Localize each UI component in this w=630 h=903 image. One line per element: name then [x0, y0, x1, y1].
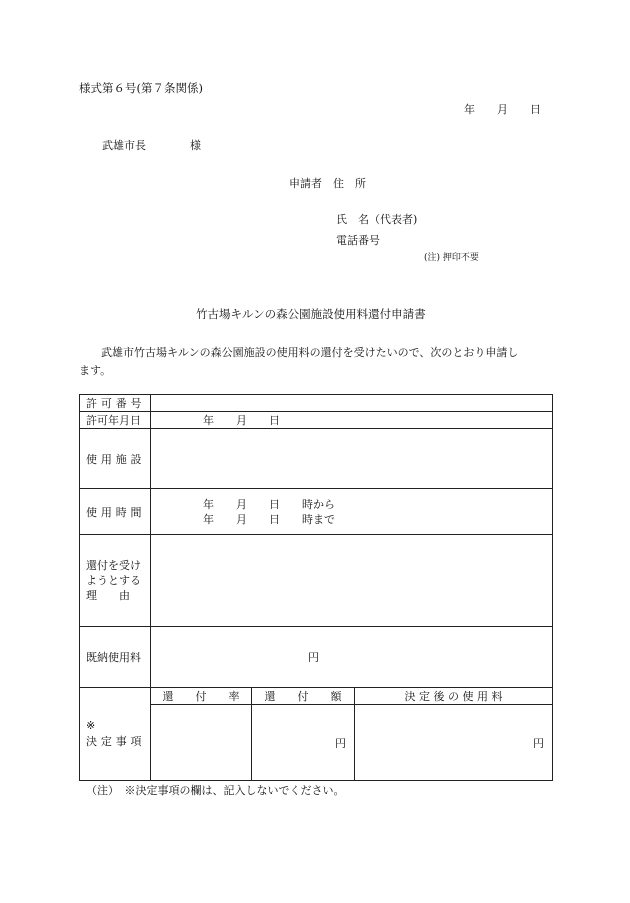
facility-label: 使用施設: [80, 429, 151, 489]
body-text-line1: 武雄市竹古場キルンの森公園施設の使用料の還付を受けたいので、次のとおり申請し: [101, 346, 519, 359]
reason-label-line1: 還付を受け: [86, 559, 141, 572]
applicant-address-label: 申請者 住 所: [289, 177, 366, 190]
decision-mark: ※: [86, 719, 96, 732]
refund-rate-header: 還 付 率: [151, 688, 252, 705]
applicant-phone-label: 電話番号: [336, 234, 380, 247]
addressee: 武雄市長 様: [102, 139, 201, 152]
footer-note: （注） ※決定事項の欄は、記入しないでください。: [86, 784, 345, 797]
refund-amount-unit: 円: [335, 736, 346, 750]
facility-field[interactable]: [151, 429, 553, 489]
reason-label-line2: ようとする: [86, 574, 141, 587]
paid-fee-field[interactable]: [151, 627, 553, 688]
reason-field[interactable]: [151, 535, 553, 627]
body-text-line2: ます。: [79, 364, 112, 377]
post-decision-fee-unit: 円: [533, 736, 545, 750]
paid-fee-label: 既納使用料: [80, 627, 151, 688]
seal-note: (注) 押印不要: [424, 253, 479, 263]
usage-time-to: 年 月 日 時まで: [203, 512, 335, 526]
applicant-name-label: 氏 名（代表者): [336, 213, 418, 226]
document-title: 竹古場キルンの森公園施設使用料還付申請書: [196, 307, 426, 321]
usage-time-label: 使用時間: [80, 489, 151, 535]
refund-amount-field[interactable]: [252, 705, 355, 781]
decision-label-cell: [80, 688, 151, 781]
permit-date-label: 許可年月日: [80, 412, 151, 429]
application-table: [79, 394, 553, 781]
post-decision-fee-header: 決 定 後 の 使 用 料: [355, 688, 553, 705]
permit-date-field[interactable]: [151, 412, 553, 429]
permit-date-value: 年 月 日: [203, 414, 280, 427]
decision-label: 決定事項: [86, 735, 146, 748]
refund-amount-header: 還 付 額: [252, 688, 355, 705]
reason-label-line3: 理 由: [86, 589, 130, 602]
reason-label: [80, 535, 151, 627]
form-number: 様式第６号(第７条関係): [79, 81, 203, 95]
permit-number-label: 許可番号: [80, 395, 151, 412]
usage-time-field[interactable]: [151, 489, 553, 535]
permit-number-field[interactable]: [151, 395, 553, 412]
date-line: 年 月 日: [464, 103, 541, 116]
usage-time-from: 年 月 日 時から: [203, 497, 335, 511]
post-decision-fee-field[interactable]: [355, 705, 553, 781]
paid-fee-unit: 円: [308, 651, 319, 664]
refund-rate-field[interactable]: [151, 705, 252, 781]
